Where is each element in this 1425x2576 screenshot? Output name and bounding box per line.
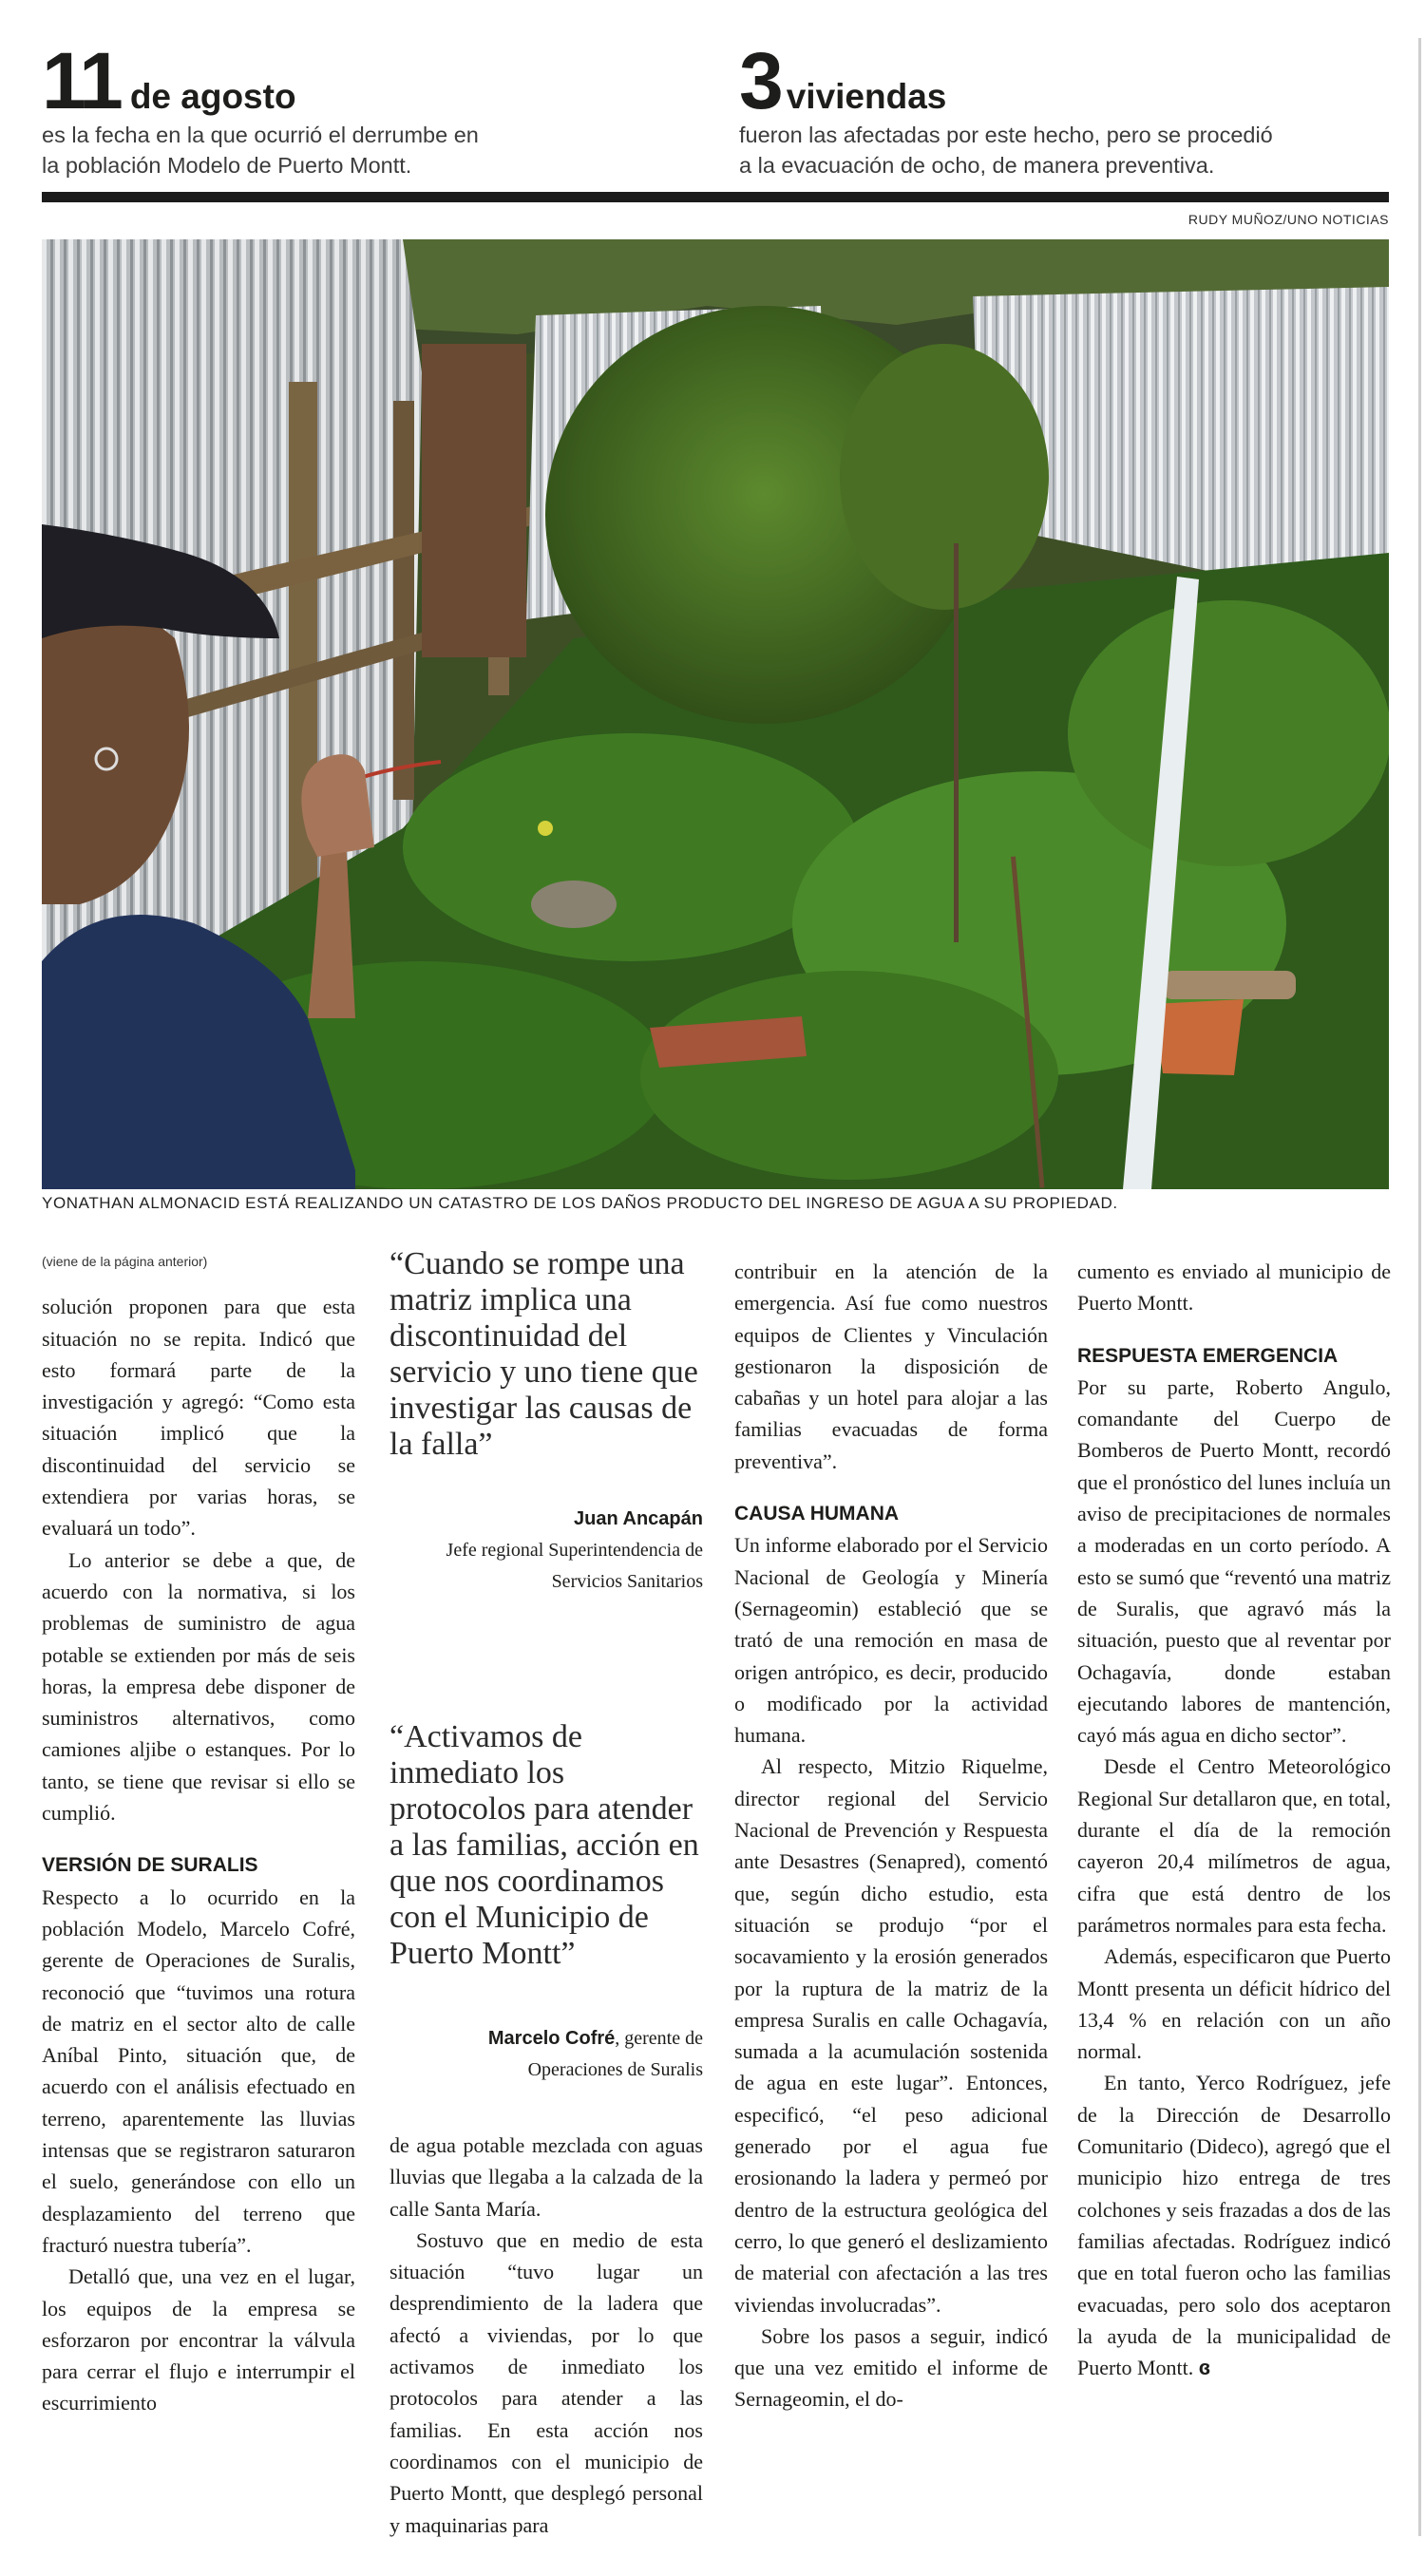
paragraph: de agua potable mezclada con aguas lluvias que llegaba a la calzada de la calle Santa María. <box>390 2133 703 2221</box>
stat-description-line: fueron las afectadas por este hecho, pero se procedió <box>739 123 1273 147</box>
section-heading: VERSIÓN DE SURALIS <box>42 1854 258 1877</box>
section-heading: CAUSA HUMANA <box>734 1503 900 1525</box>
continued-note: (viene de la página anterior) <box>42 1254 208 1269</box>
end-mark-icon: ɞ <box>1198 2356 1211 2380</box>
quote-author: Juan Ancapán <box>574 1508 703 1529</box>
article-column-2 <box>390 2130 703 2541</box>
quote-author-role: , gerente de Operaciones de Suralis <box>527 2028 703 2080</box>
paragraph: Un informe elaborado por el Servicio Nacional de Geología y Minería (Sernageomin) estableció que se trató de una remoción en masa de origen antrópico, es decir, producido o modificado por la actividad humana. <box>734 1533 1048 1748</box>
stat-description-line: es la fecha en la que ocurrió el derrumbe en <box>42 123 479 147</box>
paragraph: Lo anterior se debe a que, de acuerdo con la normativa, si los problemas de suministro de agua potable se extienden por más de seis horas, la empresa debe disponer de suministros alternativos, como camiones aljibe o estanques. Por lo tanto, se tiene que revisar si ello se cumplió. <box>42 1547 355 1826</box>
photo-caption: YONATHAN ALMONACID ESTÁ REALIZANDO UN CATASTRO DE LOS DAÑOS PRODUCTO DEL INGRESO DE AGUA A SU PROPIEDAD. <box>42 1194 1118 1212</box>
paragraph: Desde el Centro Meteorológico Regional Sur detallaron que, en total, durante el día de la remoción cayeron 20,4 milímetros de agua, cifra que está dentro de los parámetros normales para esta fecha. <box>1077 1754 1391 1937</box>
paragraph <box>1077 2067 1391 2383</box>
paragraph: solución proponen para que esta situación no se repita. Indicó que esto formará parte de la investigación y agregó: “Como esta situación implicó que la discontinuidad del servicio se extendiera por varias horas, se evaluará un todo”. <box>42 1295 355 1541</box>
stat-homes <box>739 36 1273 180</box>
page-edge-line <box>1418 38 1421 2536</box>
quote-attribution <box>390 2023 703 2086</box>
paragraph: Además, especificaron que Puerto Montt presenta un déficit hídrico del 13,4 % en relación con un año normal. <box>1077 1944 1391 2064</box>
stat-number: 11 <box>42 36 121 125</box>
stat-number: 3 <box>739 36 781 125</box>
article-column-4 <box>1077 1256 1391 2383</box>
paragraph: Detalló que, una vez en el lugar, los equipos de la empresa se esforzaron por encontrar la válvula para cerrar el flujo e interrumpir el escurrimiento <box>42 2264 355 2415</box>
paragraph: Por su parte, Roberto Angulo, comandante del Cuerpo de Bomberos de Puerto Montt, recordó que el pronóstico del lunes incluía un aviso de precipitaciones de normales a moderadas en un corto período. A esto se sumó que “reventó una matriz de Suralis, que agravó más la situación, puesto que al reventar por Ochagavía, donde estaban ejecutando labores de mantención, cayó más agua en dicho sector”. <box>1077 1374 1391 1748</box>
stat-description-line: la población Modelo de Puerto Montt. <box>42 153 412 178</box>
paragraph: cumento es enviado al municipio de Puerto Montt. <box>1077 1260 1391 1316</box>
quote-author: Marcelo Cofré <box>487 2028 616 2049</box>
pull-quote: “Activamos de inmediato los protocolos para atender a las familias, acción en que nos coordinamos con el Municipio de Puerto Montt” <box>390 1719 699 1971</box>
photo-credit: RUDY MUÑOZ/UNO NOTICIAS <box>1188 212 1389 227</box>
stat-date <box>42 36 479 180</box>
paragraph: Sobre los pasos a seguir, indicó que una vez emitido el informe de Sernageomin, el do- <box>734 2323 1048 2412</box>
paragraph: Sostuvo que en medio de esta situación “tuvo lugar un desprendimiento de la ladera que afectó a viviendas, por lo que activamos de inmediato los protocolos para atender a las familias. En esta acción nos coordinamos con el municipio de Puerto Montt, que desplegó personal y maquinarias para <box>390 2227 703 2537</box>
paragraph: Al respecto, Mitzio Riquelme, director regional del Servicio Nacional de Prevención y Respuesta ante Desastres (Senapred), comentó que, según dicho estudio, esta situación se produjo “por el socavamiento y la erosión generados por la ruptura de la matriz de la empresa Suralis en calle Ochagavía, sumada a la acumulación sostenida de agua en este lugar”. Entonces, especificó, “el peso adicional generado por el agua fue erosionando la ladera y permeó por dentro de la estructura geológica del cerro, lo que generó el deslizamiento de material con afectación a las tres viviendas involucradas”. <box>734 1754 1048 2317</box>
quote-attribution <box>390 1504 703 1598</box>
paragraph: contribuir en la atención de la emergencia. Así fue como nuestros equipos de Clientes y Vinculación gestionaron la disposición de cabañas y un hotel para alojar a las familias evacuadas de forma preventiva”. <box>734 1260 1048 1473</box>
stat-description-line: a la evacuación de ocho, de manera preventiva. <box>739 153 1215 178</box>
header-divider <box>42 192 1389 202</box>
article-column-1 <box>42 1246 355 2419</box>
article-column-3 <box>734 1256 1048 2415</box>
paragraph-text: En tanto, Yerco Rodríguez, jefe de la Dirección de Desarrollo Comunitario (Dideco), agregó que el municipio hizo entrega de tres colchones y seis frazadas a dos de las familias afectadas. Rodríguez indicó que en total fueron ocho las familias evacuadas, pero solo dos aceptaron la ayuda de la municipalidad de Puerto Montt. <box>1077 2071 1391 2380</box>
section-heading: RESPUESTA EMERGENCIA <box>1077 1344 1339 1367</box>
quote-author-role: Jefe regional Superintendencia de Servicios Sanitarios <box>446 1540 703 1592</box>
news-photo <box>42 239 1389 1189</box>
pull-quote: “Cuando se rompe una matriz implica una discontinuidad del servicio y uno tiene que investigar las causas de la falla” <box>390 1246 698 1462</box>
stat-label: viviendas <box>786 77 947 116</box>
paragraph: Respecto a lo ocurrido en la población Modelo, Marcelo Cofré, gerente de Operaciones de Suralis, reconoció que “tuvimos una rotura de matriz en el sector alto de calle Aníbal Pinto, situación que, de acuerdo con el análisis efectuado en terreno, aparentemente las lluvias intensas que se registraron saturaron el suelo, generándose con ello un desplazamiento del terreno que fracturó nuestra tubería”. <box>42 1885 355 2257</box>
stat-label: de agosto <box>129 77 296 116</box>
